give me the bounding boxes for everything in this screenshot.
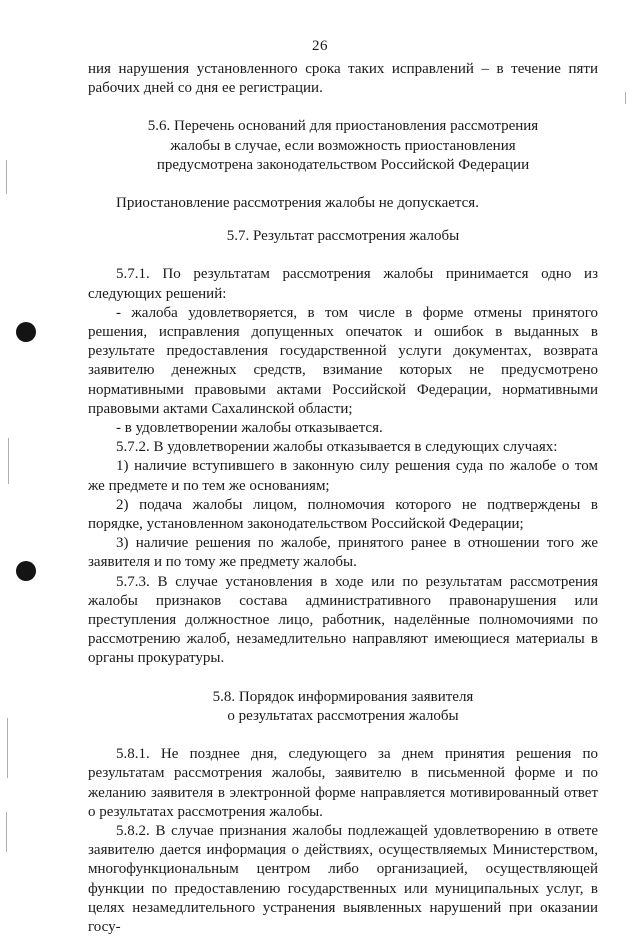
section-heading: 5.8. Порядок информирования заявителя о результатах рассмотрения жалобы [212, 688, 474, 724]
paragraph: Приостановление рассмотрения жалобы не допускается. [116, 195, 479, 212]
document-body [88, 60, 598, 937]
paragraph: 2) подача жалобы лицом, полномочия которого не подтверждены в порядке, установленном законодательством Российской Федерации; [88, 496, 598, 533]
punch-hole [16, 322, 36, 342]
paragraph: 3) наличие решения по жалобе, принятого ранее в отношении того же заявителя и по тому же предмету жалобы. [88, 535, 598, 571]
paragraph: 5.7.3. В случае установления в ходе или по результатам рассмотрения жалобы признаков состава административного правонарушения или преступления должностное лицо, работник, наделённые полномочиями по рассмотрению жалоб, незамедлительно направляют имеющиеся материалы в органы прокуратуры. [88, 573, 598, 667]
punch-hole [16, 561, 36, 581]
scan-artifact [6, 812, 7, 852]
paragraph: 5.7.2. В удовлетворении жалобы отказывается в следующих случаях: [116, 439, 558, 456]
paragraph: 5.7.1. По результатам рассмотрения жалобы принимается одно из следующих решений: [88, 266, 598, 302]
section-heading: 5.6. Перечень оснований для приостановления рассмотрения жалобы в случае, если возможность приостановления предусмотрена законодательством Российской Федерации [147, 118, 539, 173]
scan-artifact [8, 438, 9, 484]
paragraph: - в удовлетворении жалобы отказывается. [116, 420, 383, 437]
scan-artifact [7, 718, 8, 778]
section-heading: 5.7. Результат рассмотрения жалобы [226, 228, 460, 245]
paragraph: 5.8.2. В случае признания жалобы подлежащей удовлетворению в ответе заявителю дается информация о действиях, осуществляемых Министерством, многофункциональным центром либо организацией, осуществляющей функции по предоставлению государственных или муниципальных услуг, в целях незамедлительного устранения выявленных нарушений при оказании госу- [88, 822, 598, 935]
scan-artifact [6, 160, 7, 194]
scan-artifact [625, 92, 626, 104]
paragraph: - жалоба удовлетворяется, в том числе в форме отмены принятого решения, исправления допущенных опечаток и ошибок в выданных в результате предоставления государственной услуги документах, возврата заявителю денежных средств, взимание которых не предусмотрено нормативными правовыми актами Российской Федерации, нормативными правовыми актами Сахалинской области; [88, 304, 598, 417]
paragraph: 1) наличие вступившего в законную силу решения суда по жалобе о том же предмете и по тем же основаниям; [88, 458, 598, 494]
paragraph: 5.8.1. Не позднее дня, следующего за днем принятия решения по результатам рассмотрения жалобы, заявителю в письменной форме и по желанию заявителя в электронной форме направляется мотивированный ответ о результатах рассмотрения жалобы. [88, 746, 598, 820]
paragraph: ния нарушения установленного срока таких исправлений – в течение пяти рабочих дней со дня ее регистрации. [88, 61, 598, 97]
page-number: 26 [312, 38, 328, 54]
